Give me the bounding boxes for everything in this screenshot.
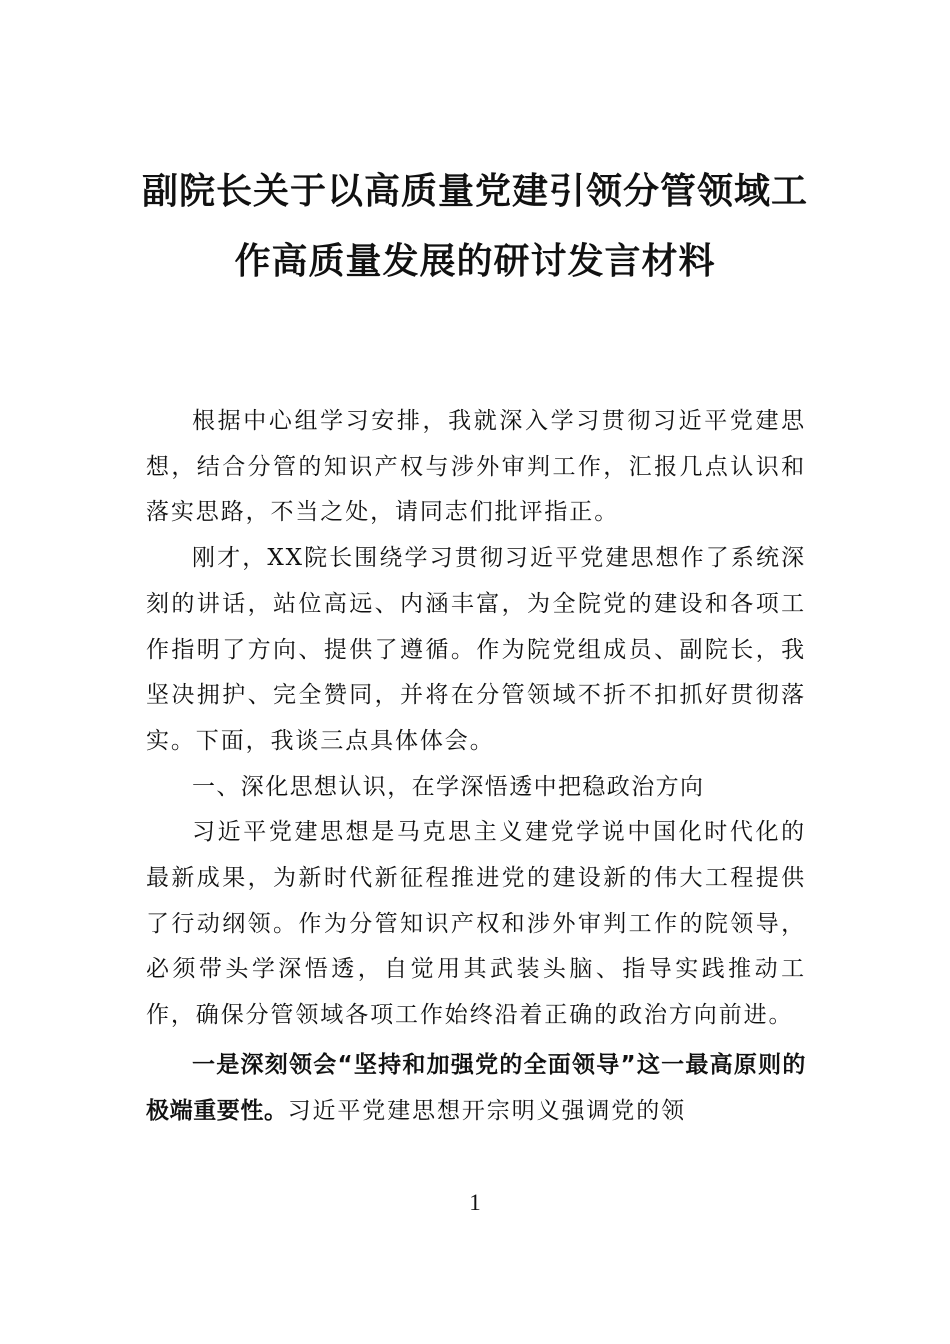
page-number: 1 [469,1190,481,1215]
paragraph-section-one: 习近平党建思想是马克思主义建党学说中国化时代化的最新成果，为新时代新征程推进党的建设新的伟大工程提供了行动纲领。作为分管知识产权和涉外审判工作的院领导，必须带头学深悟透，自觉用其武装头脑、指导实践推动工作，确保分管领域各项工作始终沿着正确的政治方向前进。 [146,819,806,1029]
paragraph-intro: 根据中心组学习安排，我就深入学习贯彻习近平党建思想，结合分管的知识产权与涉外审判工作，汇报几点认识和落实思路，不当之处，请同志们批评指正。 [146,408,806,526]
point-one-bold-lead: 一是深刻领会“坚持和加强党的全面领导”这一最高原则的极端重要性。 [146,1051,806,1124]
paragraph-point-one [146,1043,806,1134]
document-body [146,399,806,1134]
document-title-line-2: 作高质量发展的研讨发言材料 [234,241,716,282]
section-heading: 一、深化思想认识，在学深悟透中把稳政治方向 [192,773,705,800]
point-one-text: 习近平党建思想开宗明义强调党的领 [287,1097,687,1124]
paragraph-response: 刚才，XX院长围绕学习贯彻习近平党建思想作了系统深刻的讲话，站位高远、内涵丰富，为全院党的建设和各项工作指明了方向、提供了遵循。作为院党组成员、副院长，我坚决拥护、完全赞同，并将在分管领域不折不扣抓好贯彻落实。下面，我谈三点具体体会。 [146,545,806,754]
document-title-line-1: 副院长关于以高质量党建引领分管领域工 [141,171,808,212]
